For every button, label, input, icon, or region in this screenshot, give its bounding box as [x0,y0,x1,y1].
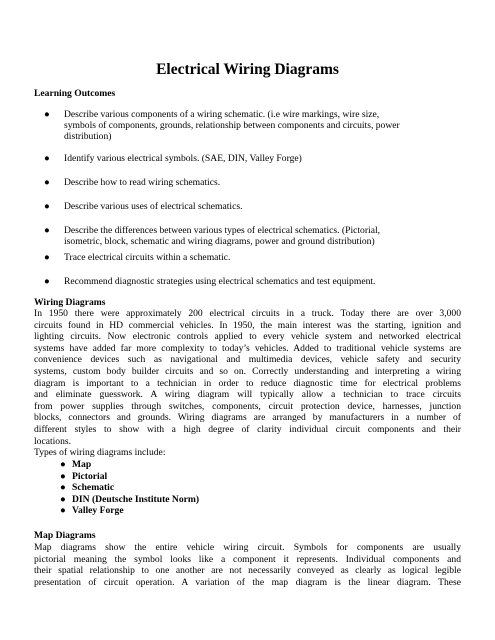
list-item: ● Map [60,459,92,470]
bullet-icon: ● [44,276,50,287]
types-intro: Types of wiring diagrams include: [34,447,166,459]
list-item: ● DIN (Deutsche Institute Norm) [60,493,200,505]
bullet-icon: ● [60,459,66,470]
bullet-icon: ● [60,493,66,505]
wiring-diagram-types-list [60,459,200,517]
bullet-icon: ● [44,225,50,236]
bullet-icon: ● [44,153,50,164]
page-title: Electrical Wiring Diagrams [156,61,339,78]
bullet-icon: ● [44,109,50,120]
bullet-icon: ● [44,252,50,263]
learning-outcomes-heading: Learning Outcomes [34,88,116,99]
bullet-icon: ● [60,470,66,482]
list-item: ● Pictorial [60,470,108,482]
list-item: ● Describe how to read wiring schematics. [44,177,221,188]
map-diagrams-paragraph: Map diagrams show the entire vehicle wiring circuit. Symbols for components are usually pictorial meaning the symbol looks like a component it represents. Individual components and their spatial relationship to one another are not necessarily conveyed as clearly as logical legible presentation of circuit operation. A variation of the map diagram is the linear diagram. These [34,542,461,588]
bullet-icon: ● [60,505,66,517]
list-item: ● Schematic [60,482,115,494]
list-item: ● Trace electrical circuits within a schematic. [44,252,231,263]
bullet-icon: ● [60,482,66,494]
wiring-diagrams-paragraph: In 1950 there were approximately 200 electrical circuits in a truck. Today there are over 3,000 circuits found in HD commercial vehicles. In 1950, the main interest was the starting, ignition and lighting circuits. Now electronic controls applied to every vehicle system and networked electrical systems have added far more complexity to today’s vehicles. Added to traditional vehicle systems are convenience devices such as navigational and multimedia devices, vehicle safety and security systems, custom body builder circuits and so on. Correctly understanding and interpreting a wiring diagram is important to a technician in order to reduce diagnostic time for electrical problems and eliminate guesswork. A wiring diagram will typically allow a technician to trace circuits from power supplies through switches, components, circuit protection device, harnesses, junction blocks, connectors and grounds. Wiring diagrams are arranged by manufacturers in a number of different styles to show with a high degree of clarity individual circuit components and their locations. Types of wiring diagrams include: [34,308,461,459]
bullet-icon: ● [44,201,50,212]
list-item: ● Identify various electrical symbols. (SAE, DIN, Valley Forge) [44,153,302,164]
list-item: ● Recommend diagnostic strategies using electrical schematics and test equipment. [44,276,376,287]
list-item: ● Describe the differences between various types of electrical schematics. (Pictorial, isometric, block, schematic and wiring diagrams, power and ground distribution) [44,225,381,248]
map-diagrams-heading: Map Diagrams [34,530,96,541]
list-item: ● Describe various uses of electrical schematics. [44,201,243,212]
list-item: ● Valley Forge [60,505,124,517]
wiring-diagrams-heading: Wiring Diagrams [34,297,106,308]
bullet-icon: ● [44,177,50,188]
list-item: ● Describe various components of a wiring schematic. (i.e wire markings, wire size, symbols of components, grounds, relationship between components and circuits, power distribution) [44,109,400,143]
